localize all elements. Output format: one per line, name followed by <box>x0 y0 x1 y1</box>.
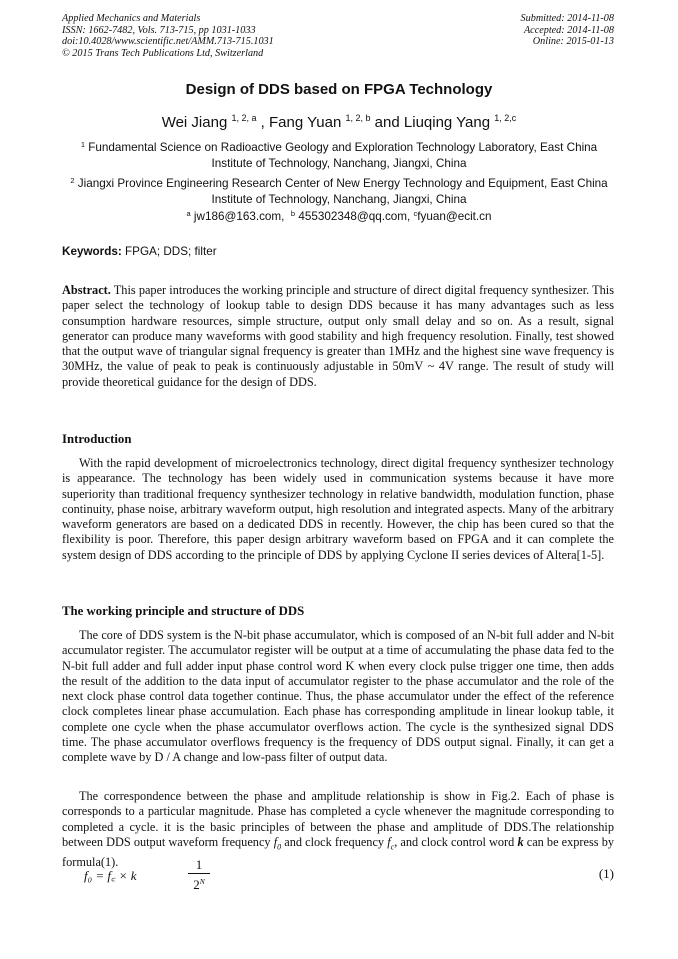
author-affiliation-marker: 1, 2,c <box>494 113 517 123</box>
equation-1 <box>84 858 614 906</box>
denominator-base: 2 <box>193 877 200 892</box>
section-heading: Introduction <box>62 432 132 446</box>
issn-line: ISSN: 1662-7482, Vols. 713-715, pp 1031-1033 <box>62 24 256 36</box>
author-affiliation-marker: 1, 2, a <box>231 113 257 123</box>
math-var: f <box>273 834 278 849</box>
keywords-text: FPGA; DDS; filter <box>125 245 217 258</box>
online-date: Online: 2015-01-13 <box>532 36 614 48</box>
math-var: f <box>387 834 391 849</box>
author-list <box>0 113 678 131</box>
author-separator: , <box>256 114 270 131</box>
affiliation <box>62 173 616 208</box>
author-affiliation-marker: 1, 2, b <box>345 113 371 123</box>
body-paragraph: The core of DDS system is the N-bit phase accumulator, which is composed of an N-bit full adder and N-bit accumulator register. The accumulator register will be output at a time of accumulating the phase data fed to the N-bit full adder and full adder input phase control word K when every clock pulse trigger one time, then adds the result of the addition to the data input of accumulator register to the phase accumulator and the role of the next clock phase control data together continue. Thus, the phase accumulator under the effect of the reference clock completes linear phase accumulation. Each phase has corresponding amplitude in linear lookup table, it complete one cycle when the phase accumulator overflows action. The cycle is the synthesized signal DDS time. The phase accumulator overflows frequency is the frequency of DDS output signal. Finally, it can get a complete wave by D / A change and low-pass filter of output data. <box>62 628 614 765</box>
paper-title: Design of DDS based on FPGA Technology <box>185 81 493 98</box>
fraction-denominator <box>188 875 210 892</box>
section-heading: The working principle and structure of DDS <box>62 604 305 618</box>
keywords-label: Keywords: <box>62 245 122 258</box>
math-symbol <box>273 834 282 852</box>
journal-name: Applied Mechanics and Materials <box>62 13 201 24</box>
fraction-bar <box>188 873 210 874</box>
affiliation <box>62 137 616 172</box>
submitted-date: Submitted: 2014-11-08 <box>520 13 614 24</box>
journal-header-right <box>521 13 614 48</box>
fraction-numerator: 1 <box>195 857 203 872</box>
abstract-text: This paper introduces the working principle and structure of direct digital frequency synthesizer. This paper select the technology of lookup table to design DDS because it has many advantages such as less consumption hardware resources, simple structure, output only small delay and so on. As a result, signal generator can produce many waveforms with good stability and high frequency resolution. Finally, test showed that the output wave of triangular signal frequency is greater than 1MHz and the highest sine wave frequency is 30MHz, the value of peak to peak is continuously adjustable in 50mV ~ 4V range. The result of study will provide theoretical guidance for the design of DDS. <box>62 283 615 389</box>
math-var: k <box>517 834 524 849</box>
author-separator: and <box>370 114 404 131</box>
abstract <box>62 283 614 390</box>
author-emails <box>0 209 678 223</box>
affiliation-marker: 1 <box>80 140 85 149</box>
author-name: Fang Yuan <box>269 114 342 131</box>
accepted-date: Accepted: 2014-11-08 <box>523 24 614 36</box>
equation-fraction <box>188 858 210 892</box>
affiliation-text: Jiangxi Province Engineering Research Center of New Energy Technology and Equipment, East China Institute of Technology, Nanchang, Jiangxi, China <box>77 177 608 206</box>
equation-number: (1) <box>598 866 614 881</box>
body-text: and clock frequency <box>281 834 388 849</box>
doi-line: doi:10.4028/www.scientific.net/AMM.713-715.1031 <box>62 36 274 48</box>
affiliation-text: Fundamental Science on Radioactive Geology and Exploration Technology Laboratory, East China Institute of Technology, Nanchang, Jiangxi, China <box>88 141 598 170</box>
body-text: The correspondence between the phase and amplitude relationship is show in Fig.2. Each of phase is corresponds to a particular magnitude. Phase has completed a cycle whenever the magnitude corresponding to completed a cycle. it is the basic principles of between the phase and amplitude of DDS.The relationship between DDS output waveform frequency <box>62 789 614 849</box>
email-address: fyuan@ecit.cn <box>417 210 492 223</box>
abstract-label: Abstract. <box>62 283 111 297</box>
email-marker: a <box>186 209 191 218</box>
math-subscript: 0 <box>277 842 282 852</box>
journal-header-left <box>62 13 274 59</box>
email-marker: b <box>290 209 296 218</box>
keywords <box>62 245 217 258</box>
body-text: , and clock control word <box>394 834 518 849</box>
author-name: Wei Jiang <box>161 114 228 131</box>
email-address: 455302348@qq.com, <box>298 210 414 223</box>
affiliation-marker: 2 <box>70 176 75 185</box>
email-address: jw186@163.com, <box>193 210 288 223</box>
denominator-exponent: N <box>199 877 205 886</box>
copyright-line: © 2015 Trans Tech Publications Ltd, Switzerland <box>62 47 264 59</box>
introduction-paragraph: With the rapid development of microelectronics technology, direct digital frequency synthesizer technology is appearance. The technology has been widely used in communication systems because it have more superiority than traditional frequency synthesizer technology in relative bandwidth, modulation function, phase continuity, phase noise, arbitrary waveform output, high resolution and integrated aspects. Many of the arbitrary waveform generators are based on a dedicated DDS in recently. However, the chip has been cured so that the flexibility is poor. Therefore, this paper design arbitrary waveform based on FPGA and it can complete the system design of DDS according to the principle of DDS by applying Cyclone II series devices of Altera[1-5]. <box>62 456 614 562</box>
email-marker: c <box>413 209 418 218</box>
body-text: can be express by formula(1). <box>62 834 614 869</box>
author-name: Liuqing Yang <box>403 114 491 131</box>
math-subscript: c <box>390 842 395 852</box>
equation-lhs: f₀ = f꜀ × k <box>84 868 137 883</box>
